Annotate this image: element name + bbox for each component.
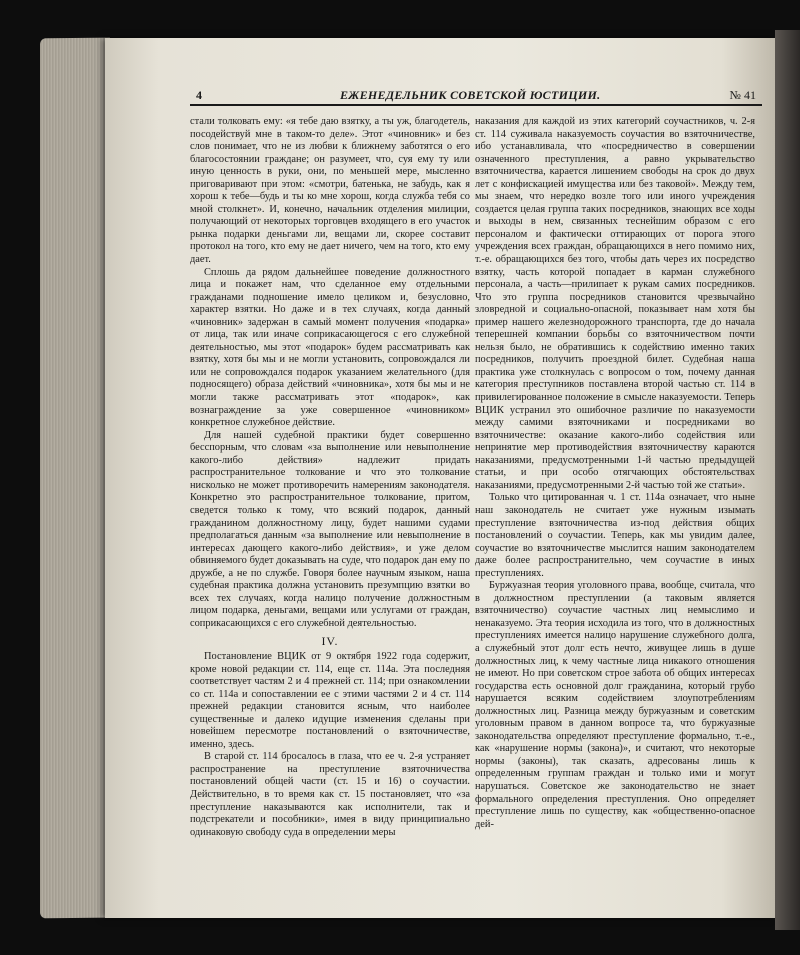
book-page-edges [40,38,110,919]
right-column [475,116,755,831]
issue-number: № 41 [729,88,756,102]
paragraph: В старой ст. 114 бросалось в глаза, что ее ч. 2-я устраняет распространение на преступление взяточничества постановлений общей части (ст. 15 и 16) о соучастии. Действительно, в то время как ст. 15 постановляет, что «за преступление наказываются как исполнители, так и подстрекатели и пособники», имея в виду принципиально одинаковую свободу суда в определении меры [190,751,470,838]
paragraph: стали толковать ему: «я тебе даю взятку, а ты уж, благодетель, посодействуй мне в таком-то деле». Этот «чиновник» и без слов понимает, что не из любви к ближнему заботятся о его благосостоянии граждане; он разумеет, что, суя ему ту или иную ценность в руки, они, по меньшей мере, мысленно приговаривают при этом: «смотри, батенька, не забудь, как я хорош к тебе—будь и ты ко мне хорош, когда служба тебя со мной столкнет». И, конечно, начальник отделения милиции, получающий от некоторых торговцев входящего в его участок рынка подарки деньгами ли, вещами ли, скорее составит протокол на того, кто ему не дает ничего, чем на того, кто ему дает. [190,116,470,266]
section-heading: IV. [321,634,339,649]
paragraph: Буржуазная теория уголовного права, вообще, считала, что в должностном преступлении (а таковым является взяточничество) соучастие частных лиц немыслимо и ненаказуемо. Эта теория исходила из того, что в должностных преступлениях имеется налицо нарушение служебного долга, а служебный этот долг есть нечто, живущее лишь в душе должностных лиц, к чему частные лица никакого отношения не имеют. Но при советском строе забота об общих интересах государства есть основной долг гражданина, который грубо нарушается всяким содействием злоупотреблениям должностных лиц. Разница между буржуазным и советским уголовным правом в данном вопросе та, что буржуазные законодательства определяют преступление формально, т.-е., как «нарушение нормы (закона)», и считают, что некоторые нормы (законы), так сказать, адресованы лишь к определенным группам граждан и только ими и могут нарушаться. Советское же законодательство не знает формального определения преступления. Оно определяет преступление лишь по существу, как «общественно-опасное дей- [475,580,755,830]
paragraph: наказания для каждой из этих категорий соучастников, ч. 2-я ст. 114 суживала наказуемость соучастия во взяточничестве, ибо устанавливала, что «посредничество в совершении означенного преступления, а равно укрывательство взяточничества, карается лишением свободы на срок до двух лет с конфискацией имущества или без таковой». Между тем, мы знаем, что нередко возле того или иного учреждения создается целая группа таких посредников, знающих все ходы и выходы в нем, связанных теснейшим образом с его персоналом и фактически оттирающих от порога этого учреждения всех граждан, обращающихся в него помимо них, т.-е. обращающихся без того, чтобы дать через их посредство взятку, часть которой попадает в карман служебного персонала, а часть—прилипает к рукам самих посредников. Что это группа посредников становится чрезвычайно зловредной и социально-опасной, показывает нам хотя бы пример нашего железнодорожного транспорта, где до начала теперешней компании борьбы со взяточничеством почти нельзя было, не обратившись к содействию именно таких посредников, получить проездной билет. Судебная наша практика уже столкнулась с вопросом о том, почему данная категория преступников поставлена второй частью ст. 114 в привилегированное положение в смысле наказуемости. Теперь ВЦИК устранил это ошибочное различие по наказуемости между самими взяточниками и посредниками во взяточничестве: оказание какого-либо содействия или непринятие мер противодействия взяточничеству караются наказаниями, предусмотренными 1-й частью предыдущей статьи, и при особо отягчающих обстоятельствах наказаниями, предусмотренными 2-й частью той же статьи». [475,116,755,491]
paragraph: Сплошь да рядом дальнейшее поведение должностного лица и покажет нам, что сделанное ему отдельными гражданами подношение имело целиком и, безусловно, характер взятки. Но даже и в тех случаях, когда данный «чиновник» задержан в самый момент получения «подарка» от лица, так или иначе соприкасающегося с его служебной деятельностью, мы этот «подарок» будем рассматривать как взятку, хотя бы мы и не могли установить, сопровождался ли или не сопровождался подарок указанием желательного (для подносящего) образа действий «чиновника», хотя бы мы и не могли также рассматривать этот «подарок», как вознаграждение за уже совершенное «чиновником» конкретное служебное действие. [190,266,470,429]
paragraph: Только что цитированная ч. 1 ст. 114а означает, что ныне наш законодатель не считает уже нужным изымать преступление взяточничества из-под действия общих постановлений о соучастии. Теперь, как мы увидим далее, соучастие во взяточничестве мыслится нашим законодателем даже более распространительно, чем соучастие в иных преступлениях. [475,492,755,579]
running-header [190,88,762,106]
journal-title: ЕЖЕНЕДЕЛЬНИК СОВЕТСКОЙ ЮСТИЦИИ. [340,88,601,102]
paragraph: Постановление ВЦИК от 9 октября 1922 года содержит, кроме новой редакции ст. 114, еще ст. 114а. Эта последняя соответствует частям 2 и 4 прежней ст. 114; при ознакомлении со ст. 114а и сопоставлении ее с этими частями 2 и 4 ст. 114 прежней редакции становится ясным, что наиболее существенные и далеко идущие изменения сделаны при новейшем пересмотре постановлений о взяточничестве, именно, здесь. [190,650,470,750]
paragraph: Для нашей судебной практики будет совершенно бесспорным, что словам «за выполнение или невыполнение какого-либо действия» надлежит придать распространительное толкование и что это толкование нисколько не может противоречить намерениям законодателя. Конкретно это распространительное толкование, притом, сведется только к тому, что всякий подарок, данный гражданином должностному лицу, будет нашими судами предполагаться данным «за выполнение или невыполнение в интересах дающего какого-либо действия», и уже делом обвиняемого будет доказывать на суде, что подарок дан ему по дружбе, а не по службе. Говоря более научным языком, наша судебная практика должна установить презумпцию взятки во всех тех случаях, когда налицо получение должностным лицом подарка, деньгами, вещами или услугами от граждан, соприкасающихся с его служебной деятельностью. [190,429,470,629]
left-column [190,116,470,839]
page-number: 4 [196,88,202,102]
book-spine [775,30,800,930]
